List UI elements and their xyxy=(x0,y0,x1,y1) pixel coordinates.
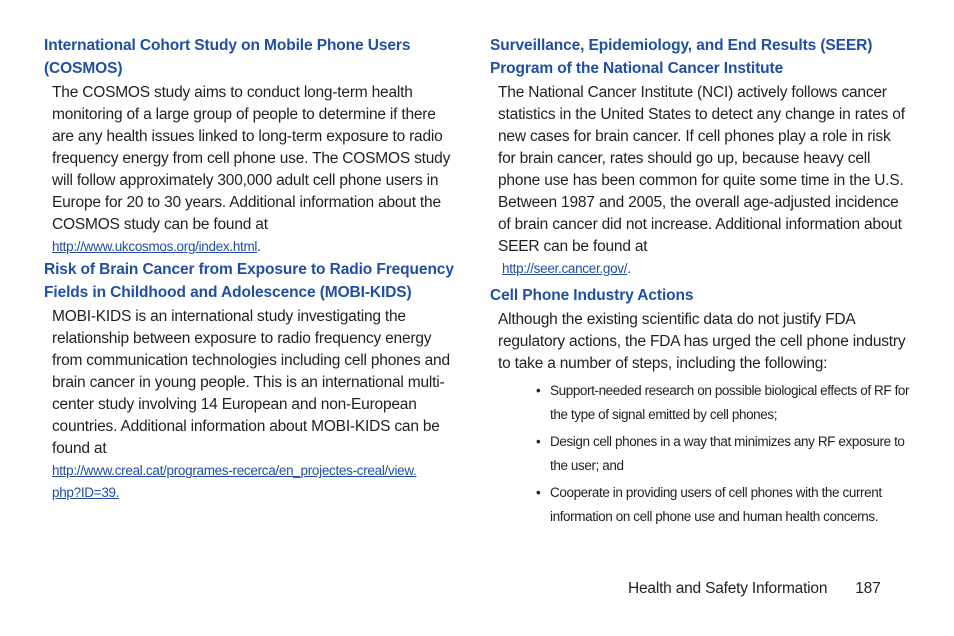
page-number: 187 xyxy=(855,580,881,597)
mobikids-link-line xyxy=(44,460,422,504)
mobikids-link[interactable]: http://www.creal.cat/programes-recerca/en_projectes-creal/view.php?ID=39. xyxy=(52,463,417,500)
seer-link-suffix: . xyxy=(627,261,631,276)
seer-link-line xyxy=(490,258,910,280)
mobikids-body: MOBI-KIDS is an international study investigating the relationship between exposure to radio frequency energy from communication technologies including cell phones and brain cancer in young people. This is an international multi-center study involving 14 European and non-European countries. Additional information about MOBI-KIDS can be found at xyxy=(52,308,450,457)
cosmos-body: The COSMOS study aims to conduct long-term health monitoring of a large group of people to determine if there are any health issues linked to long-term exposure to radio frequency energy from cell phone use. The COSMOS study will follow approximately 300,000 adult cell phone users in Europe for 20 to 30 years. Additional information about the COSMOS study can be found at xyxy=(52,84,451,233)
bullet-icon: • xyxy=(536,434,541,449)
bullet-text: Design cell phones in a way that minimizes any RF exposure to the user; and xyxy=(550,434,905,473)
list-item xyxy=(536,379,910,427)
cosmos-link-line xyxy=(44,236,454,258)
seer-link[interactable]: http://seer.cancer.gov/ xyxy=(502,261,628,276)
bullet-text: Cooperate in providing users of cell phones with the current information on cell phone use and human health concerns. xyxy=(550,485,882,524)
seer-body: The National Cancer Institute (NCI) actively follows cancer statistics in the United States to detect any change in rates of new cases for brain cancer. If cell phones play a role in risk for brain cancer, rates should go up, because heavy cell phone use has been common for quite some time in the U.S. Between 1987 and 2005, the overall age-adjusted incidence of brain cancer did not increase. Additional information about SEER can be found at xyxy=(498,84,905,255)
bullet-text: Support-needed research on possible biological effects of RF for the type of signal emitted by cell phones; xyxy=(550,383,910,422)
seer-heading: Surveillance, Epidemiology, and End Results (SEER) Program of the National Cancer Institute xyxy=(490,37,873,77)
cosmos-heading: International Cohort Study on Mobile Phone Users (COSMOS) xyxy=(44,37,411,77)
cosmos-link[interactable]: http://www.ukcosmos.org/index.html xyxy=(52,239,258,254)
list-item xyxy=(536,430,910,478)
mobikids-heading: Risk of Brain Cancer from Exposure to Radio Frequency Fields in Childhood and Adolescence (MOBI-KIDS) xyxy=(44,261,454,301)
footer-section-title: Health and Safety Information xyxy=(628,580,828,597)
cosmos-link-suffix: . xyxy=(257,239,261,254)
bullet-icon: • xyxy=(536,383,541,398)
bullet-icon: • xyxy=(536,485,541,500)
industry-bullet-list xyxy=(490,379,910,529)
list-item xyxy=(536,481,910,529)
left-column xyxy=(44,34,454,504)
industry-heading: Cell Phone Industry Actions xyxy=(490,287,694,304)
right-column xyxy=(490,34,910,532)
industry-body: Although the existing scientific data do not justify FDA regulatory actions, the FDA has urged the cell phone industry to take a number of steps, including the following: xyxy=(498,311,906,372)
page-footer xyxy=(628,578,881,600)
